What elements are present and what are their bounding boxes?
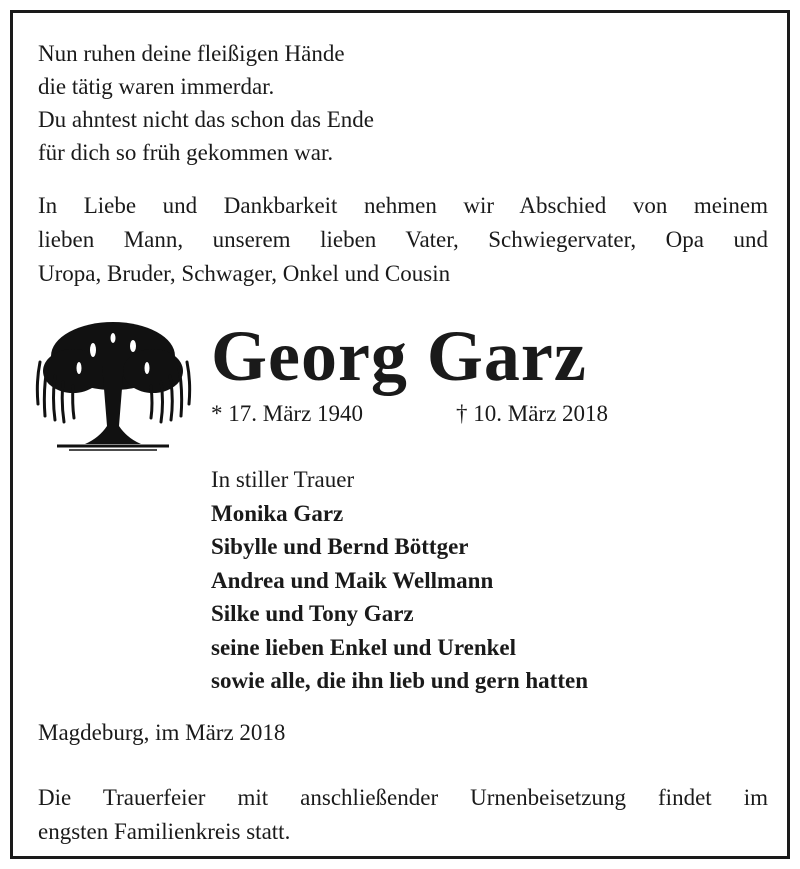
- intro-line: lieben Mann, unserem lieben Vater, Schwiegervater, Opa und: [38, 227, 768, 252]
- intro-text: [38, 189, 768, 291]
- place-date: Magdeburg, im März 2018: [38, 720, 286, 745]
- closing-line: engsten Familienkreis statt.: [38, 819, 291, 844]
- birth-date: * 17. März 1940: [211, 401, 364, 426]
- closing-text: [38, 781, 768, 849]
- weeping-willow-tree-icon: [33, 316, 193, 456]
- mourner-name: Sibylle und Bernd Böttger: [211, 534, 469, 559]
- closing-line: Die Trauerfeier mit anschließender Urnenbeisetzung findet im: [38, 785, 768, 810]
- mourners-heading: In stiller Trauer: [211, 467, 355, 492]
- intro-line: In Liebe und Dankbarkeit nehmen wir Abschied von meinem: [38, 193, 768, 218]
- verse-line: Du ahntest nicht das schon das Ende: [38, 107, 374, 132]
- obituary-frame: [10, 10, 790, 859]
- verse-line: Nun ruhen deine fleißigen Hände: [38, 41, 345, 66]
- mourner-name: sowie alle, die ihn lieb und gern hatten: [211, 668, 588, 693]
- mourner-name: Andrea und Maik Wellmann: [211, 567, 494, 593]
- mourner-name: seine lieben Enkel und Urenkel: [211, 634, 517, 660]
- verse: [38, 37, 638, 169]
- mourners-list: [211, 463, 771, 698]
- mourner-name: Silke und Tony Garz: [211, 601, 414, 626]
- mourner-name: Monika Garz: [211, 500, 344, 526]
- verse-line: die tätig waren immerdar.: [38, 74, 275, 99]
- deceased-name: Georg Garz: [211, 316, 587, 396]
- verse-line: für dich so früh gekommen war.: [38, 140, 334, 165]
- intro-line: Uropa, Bruder, Schwager, Onkel und Cousin: [38, 261, 451, 286]
- death-date: † 10. März 2018: [456, 401, 609, 426]
